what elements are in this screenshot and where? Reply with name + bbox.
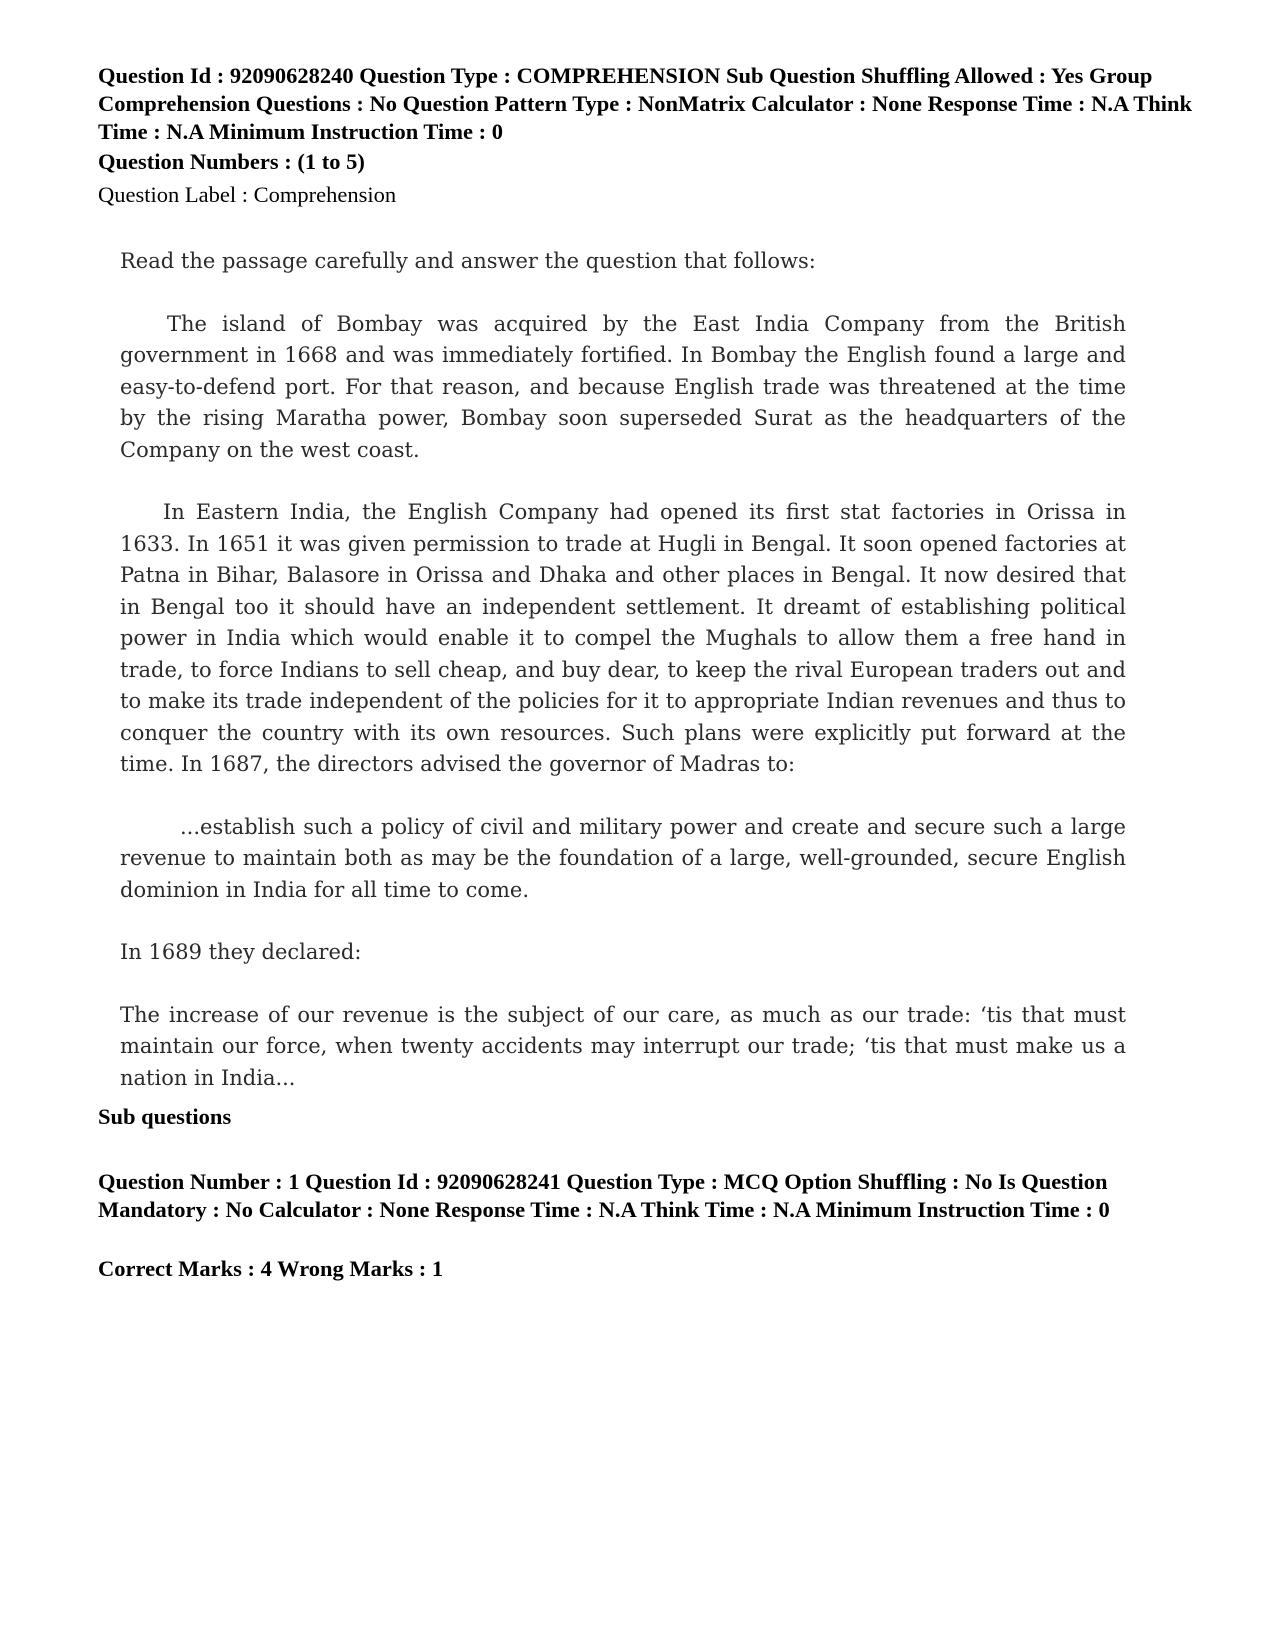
sub-questions-heading: Sub questions — [98, 1104, 232, 1129]
passage-quote-2: The increase of our revenue is the subject of our care, as much as our trade: ‘tis that must maintain our force, when twenty accidents may interrupt our trade; ‘tis that must make us a nation in India... — [120, 1002, 1126, 1090]
question-numbers: Question Numbers : (1 to 5) — [98, 149, 365, 174]
passage-intro: Read the passage carefully and answer the question that follows: — [120, 249, 816, 273]
comprehension-passage — [120, 246, 1126, 1094]
question-meta: Question Id : 92090628240 Question Type : COMPREHENSION Sub Question Shuffling Allowed : Yes Group Comprehension Questions : No Question Pattern Type : NonMatrix Calculator : None Response Time : N.A Think Time : N.A Minimum Instruction Time : 0 — [98, 63, 1193, 144]
passage-quote-1: ...establish such a policy of civil and military power and create and secure such a large revenue to maintain both as may be the foundation of a large, well-grounded, secure English dominion in India for all time to come. — [120, 814, 1126, 902]
question-label: Question Label : Comprehension — [98, 182, 397, 207]
passage-paragraph-3: In 1689 they declared: — [120, 940, 362, 964]
passage-paragraph-1: The island of Bombay was acquired by the East India Company from the British government in 1668 and was immediately fortified. In Bombay the English found a large and easy-to-defend port. For that reason, and because English trade was threatened at the time by the rising Maratha power, Bombay soon superseded Surat as the headquarters of the Company on the west coast. — [120, 311, 1126, 462]
marks-info: Correct Marks : 4 Wrong Marks : 1 — [98, 1256, 444, 1281]
sub-question-1-meta: Question Number : 1 Question Id : 92090628241 Question Type : MCQ Option Shuffling : No Is Question Mandatory : No Calculator : None Response Time : N.A Think Time : N.A Minimum Instruction Time : 0 — [98, 1169, 1110, 1222]
passage-paragraph-2: In Eastern India, the English Company had opened its first stat factories in Orissa in 1633. In 1651 it was given permission to trade at Hugli in Bengal. It soon opened factories at Patna in Bihar, Balasore in Orissa and Dhaka and other places in Bengal. It now desired that in Bengal too it should have an independent settlement. It dreamt of establishing political power in India which would enable it to compel the Mughals to allow them a free hand in trade, to force Indians to sell cheap, and buy dear, to keep the rival European traders out and to make its trade independent of the policies for it to appropriate Indian revenues and thus to conquer the country with its own resources. Such plans were explicitly put forward at the time. In 1687, the directors advised the governor of Madras to: — [120, 500, 1126, 776]
